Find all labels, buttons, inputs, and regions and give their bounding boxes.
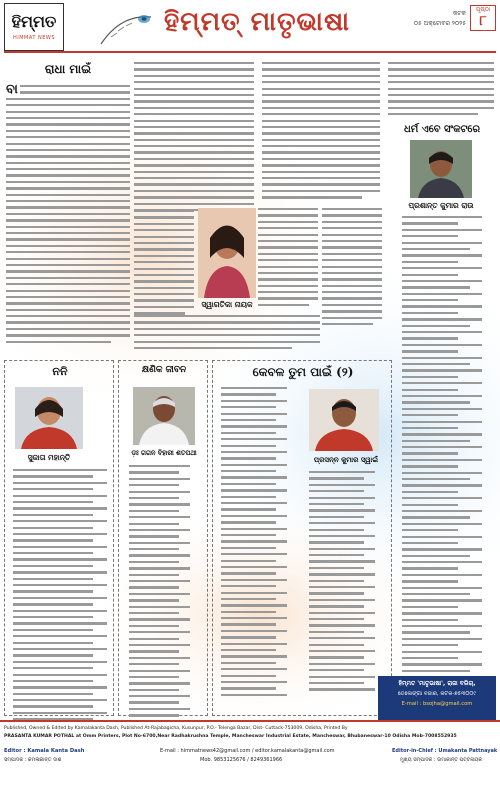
article-body-end: [134, 315, 320, 349]
ad-email[interactable]: E-mail : bsojha@gmail.com: [401, 701, 473, 707]
nani-lines: [13, 469, 107, 746]
article-radha-col4: [388, 62, 494, 120]
edition-date: ୦୫ ଅକ୍ଟୋବର ୨୦୨୫: [413, 20, 466, 27]
portrait-icon: [198, 208, 256, 298]
nani-body: [13, 469, 107, 750]
editor-left-odia: ସମ୍ପାଦକ : କମଳାକାନ୍ତ ଦାଶ: [4, 757, 62, 763]
kebala-body-right: [309, 471, 387, 695]
article-body-col3: [262, 62, 380, 199]
page-number: ୮: [479, 13, 487, 29]
poem-box-kebala: [212, 360, 392, 716]
ad-line-1: ହିମ୍ମତ 'ମାତୃଭାଷା', ରାଜା ବଗିଚା,: [398, 680, 476, 687]
article-body-cont-3: [134, 210, 194, 315]
imprint-line-1: Published, Owned & Edited by Kamalakanta Dash, Published At-Rajabagicha, Kusunpur, P.O.- Telenga Bazar, Dist- Cuttack-753009, Odisha, Printed By: [4, 726, 348, 731]
editor-right: Editor-in-Chief : Umakanta Pattnayak: [392, 748, 498, 754]
drop-cap: ବା: [6, 82, 18, 97]
logo-text: ହିମ୍ମତ: [11, 12, 57, 31]
kebala-body-left: [221, 387, 299, 700]
imprint-line-2: PRASANTA KUMAR POTHAL at Omm Printers, Plot No-6700,Near Radhakrushna Temple, Mancheswar Industrial Estate, Mancheswar, Bhubaneswar-10 Odisha Mob-7008552935: [4, 734, 457, 739]
ad-line-2: ତେଲେଙ୍ଗା ବଜାର, କଟକ-୭୫୩୦୦୯: [397, 691, 477, 697]
page-number-box: [470, 5, 496, 31]
article-title: ରାଧା ମାଇଁ: [44, 62, 92, 76]
portrait-icon: [410, 140, 472, 198]
author-photo-sujata: [15, 387, 83, 449]
kebala-author: ପ୍ରସନ୍ନ କୁମାର ସ୍ୱାଇଁ: [313, 455, 379, 464]
article-radha-col3: [262, 62, 380, 203]
kebala-lines-right: [309, 471, 387, 691]
contact-ad-box[interactable]: [378, 676, 496, 720]
nani-author: ସୁଜାତା ମହାନ୍ତି: [27, 453, 71, 462]
newspaper-logo[interactable]: [4, 3, 64, 51]
poem-title: ନନି: [52, 365, 68, 378]
kshanika-body: [129, 465, 201, 746]
article-body: [20, 83, 130, 98]
author-photo-prasanna: [309, 389, 379, 451]
author-photo-prashant: [410, 140, 472, 198]
poem-box-nani: [4, 360, 114, 716]
portrait-icon: [309, 389, 379, 451]
article-body-cont-2: [134, 62, 254, 211]
kshanika-author: ଡ଼ଃ ଗଗନ ବିହାରୀ ଶତପଥୀ: [131, 449, 197, 457]
footer-email[interactable]: E-mail : himmatnews42@gmail.com / editor.kamalakanta@gmail.com: [160, 748, 335, 754]
dharma-poem: [402, 216, 482, 708]
article-body-col3b: [322, 208, 382, 325]
author-photo-swagatika: [198, 208, 256, 298]
article-body-cont: [6, 98, 130, 343]
masthead: [4, 3, 496, 53]
article-body-col4: [388, 62, 494, 115]
poem-title: କେବଳ ତୁମ ପାଇଁ (୨): [252, 365, 354, 379]
logo-subtext: HIMMAT NEWS: [12, 35, 56, 41]
author-name: ସ୍ୱାଗତିକା ନାୟକ: [201, 300, 253, 309]
article-radha-cont: [134, 62, 254, 215]
portrait-icon: [15, 387, 83, 449]
kshanika-lines: [129, 465, 201, 742]
article-radha-col3b: [322, 208, 382, 329]
article-radha-end: [134, 315, 320, 353]
poem-box-kshanika: [118, 360, 208, 716]
editor-left: Editor : Kamala Kanta Dash: [4, 748, 85, 754]
dharma-body: [402, 216, 482, 704]
portrait-icon: [133, 387, 195, 445]
article-radha-cont-right: [258, 208, 318, 310]
newspaper-title: ହିମ୍ମତ୍ ମାତୃଭାଷା: [164, 7, 351, 37]
footer: [0, 680, 500, 786]
article-radha-cont-left: [134, 210, 194, 319]
poem-title: କ୍ଷଣିକ ଜୀବନ: [141, 365, 187, 375]
peacock-feather-icon: [96, 9, 156, 49]
article-radha: [6, 62, 130, 347]
dharma-author: ପ୍ରଶାନ୍ତ କୁମାର ରାଉ: [408, 201, 474, 210]
edition-info: [414, 9, 466, 29]
edition-city: କଟକ: [452, 10, 466, 17]
editor-right-odia: ମୁଖ୍ୟ ସମ୍ପାଦକ : ଉମାକାନ୍ତ ପଟ୍ଟନାୟକ: [400, 757, 483, 763]
footer-mobile: Mob. 9853125676 / 8249361966: [200, 757, 283, 763]
article-body-cont-4: [258, 208, 318, 306]
kebala-lines-left: [221, 387, 299, 696]
author-photo-gagan: [133, 387, 195, 445]
page-label: ପୃଷ୍ଠା: [475, 6, 491, 13]
dharma-title: ଧର୍ମ ଏବେ ସଂକଟରେ: [403, 124, 481, 135]
